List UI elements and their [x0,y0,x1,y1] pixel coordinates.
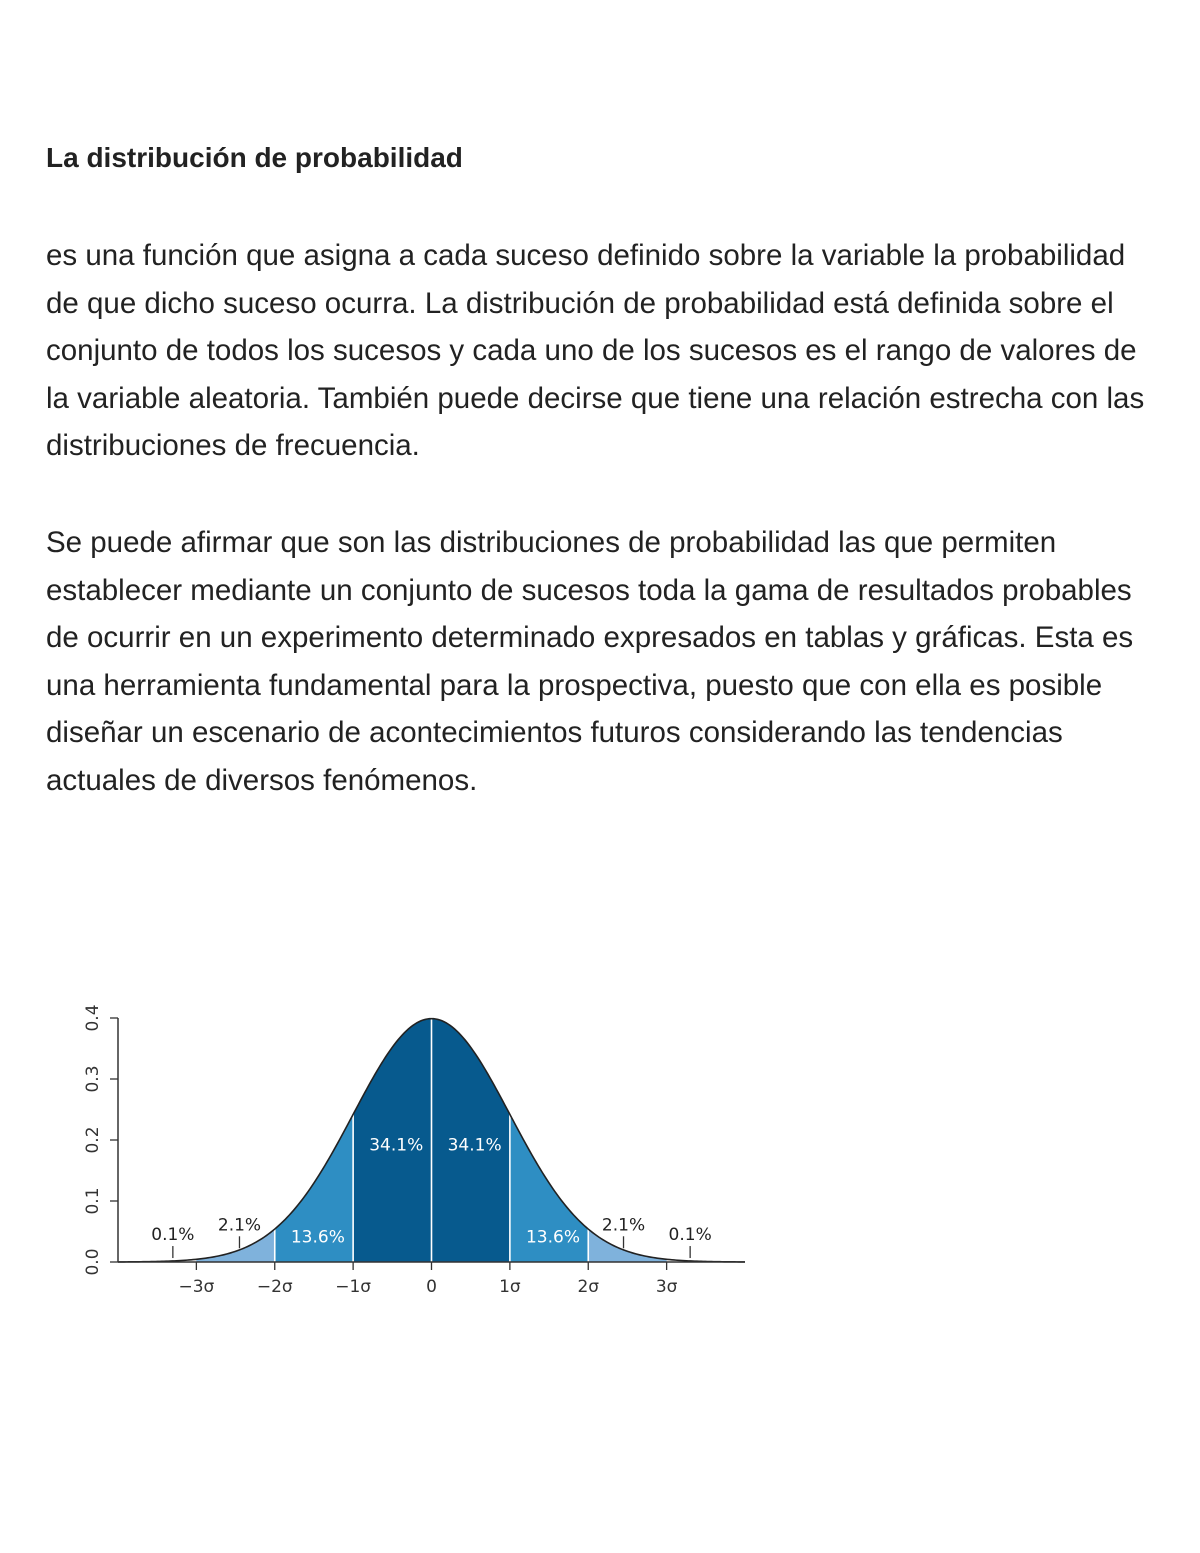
region-label: 34.1% [369,1135,424,1156]
region-label: 13.6% [290,1227,345,1248]
x-tick-label: −3σ [178,1277,215,1297]
region-label: 2.1% [601,1215,646,1236]
x-tick-label: −2σ [256,1277,293,1297]
y-tick-label: 0.4 [83,1004,103,1032]
region-label: 0.1% [668,1225,712,1246]
x-tick-label: 1σ [499,1277,521,1297]
region-label: 0.1% [151,1225,195,1246]
paragraph-definition: es una función que asigna a cada suceso definido sobre la variable la probabilidad de que dicho suceso ocurra. La distribución de probabilidad está definida sobre el conjunto de todos los sucesos y cada uno de los sucesos es el rango de valores de la variable aleatoria. También puede decirse que tiene una relación estrecha con las distribuciones de frecuencia. [46,239,1145,463]
region-label: 13.6% [525,1227,580,1248]
region-label: 2.1% [217,1215,262,1236]
y-tick-label: 0.0 [83,1248,103,1276]
x-tick-label: 3σ [655,1277,678,1297]
x-tick-label: 0 [426,1277,437,1297]
y-tick-label: 0.1 [83,1187,103,1215]
paragraph-application: Se puede afirmar que son las distribuciones de probabilidad las que permiten establecer mediante un conjunto de sucesos toda la gama de resultados probables de ocurrir en un experimento determinado expresados en tablas y gráficas. Esta es una herramienta fundamental para la prospectiva, puesto que con ella es posible diseñar un escenario de acontecimientos futuros considerando las tendencias actuales de diversos fenómenos. [46,525,1134,797]
x-tick-label: 2σ [577,1277,600,1297]
x-tick-label: −1σ [335,1277,372,1297]
normal-distribution-chart [70,990,760,1320]
document-title: La distribución de probabilidad [46,142,463,173]
region-label: 34.1% [447,1135,502,1156]
y-tick-label: 0.2 [83,1126,103,1154]
y-tick-label: 0.3 [83,1065,103,1093]
document-body [46,138,1156,805]
